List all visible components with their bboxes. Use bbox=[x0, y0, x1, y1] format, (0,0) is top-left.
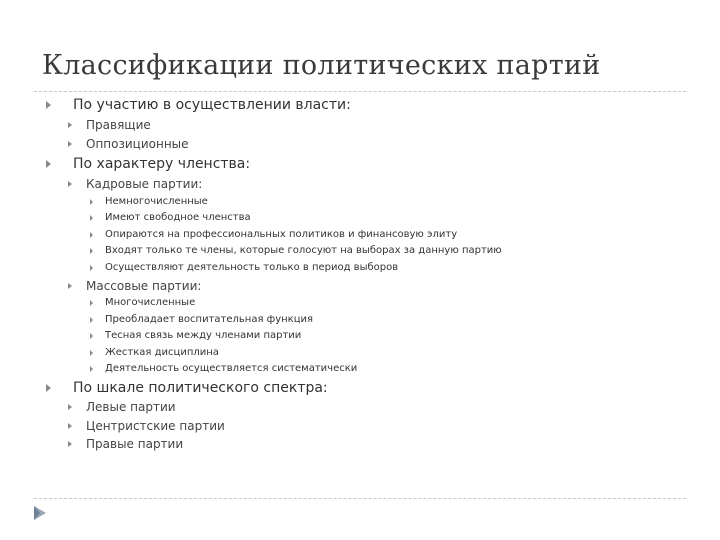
bullet-text: Правые партии bbox=[86, 437, 184, 451]
bullet-text: Немногочисленные bbox=[105, 196, 208, 207]
bullet-item-level2 bbox=[68, 137, 189, 151]
bullet-item-level3 bbox=[90, 262, 398, 273]
bullet-arrow-icon bbox=[46, 160, 51, 168]
bullet-arrow-icon bbox=[90, 300, 93, 306]
bullet-arrow-icon bbox=[90, 366, 93, 372]
bullet-text: Кадровые партии: bbox=[86, 177, 203, 191]
bullet-text: Центристские партии bbox=[86, 419, 225, 433]
bullet-text: По характеру членства: bbox=[73, 156, 251, 172]
bullet-arrow-icon bbox=[46, 384, 51, 392]
bullet-item-level3 bbox=[90, 196, 208, 207]
bullet-item-level1 bbox=[46, 156, 250, 172]
bullet-item-level2 bbox=[68, 400, 176, 414]
bullet-text: Деятельность осуществляется систематически bbox=[105, 363, 358, 374]
bullet-item-level3 bbox=[90, 212, 251, 223]
bullet-text: Опираются на профессиональных политиков и финансовую элиту bbox=[105, 229, 458, 240]
bullet-text: По участию в осуществлении власти: bbox=[73, 97, 351, 113]
bullet-arrow-icon bbox=[68, 181, 72, 187]
slide-corner-arrow-icon bbox=[32, 504, 48, 522]
bullet-arrow-icon bbox=[46, 101, 51, 109]
bullet-arrow-icon bbox=[90, 317, 93, 323]
bullet-item-level2 bbox=[68, 177, 202, 191]
bullet-item-level1 bbox=[46, 380, 328, 396]
bullet-arrow-icon bbox=[90, 350, 93, 356]
bullet-item-level2 bbox=[68, 419, 225, 433]
bullet-item-level3 bbox=[90, 330, 301, 341]
bullet-text: Имеют свободное членства bbox=[105, 212, 251, 223]
bullet-item-level3 bbox=[90, 245, 502, 256]
title-divider bbox=[34, 91, 686, 92]
bullet-arrow-icon bbox=[90, 265, 93, 271]
bullet-arrow-icon bbox=[68, 122, 72, 128]
bullet-arrow-icon bbox=[68, 423, 72, 429]
bullet-item-level1 bbox=[46, 97, 351, 113]
slide-title: Классификации политических партий bbox=[42, 50, 601, 81]
bullet-arrow-icon bbox=[68, 404, 72, 410]
bullet-item-level2 bbox=[68, 437, 183, 451]
bullet-text: По шкале политического спектра: bbox=[73, 380, 328, 396]
bullet-text: Жесткая дисциплина bbox=[105, 347, 219, 358]
bullet-item-level3 bbox=[90, 314, 313, 325]
bullet-text: Левые партии bbox=[86, 400, 176, 414]
bullet-text: Оппозиционные bbox=[86, 137, 189, 151]
bullet-text: Правящие bbox=[86, 118, 151, 132]
bullet-arrow-icon bbox=[68, 141, 72, 147]
bullet-item-level3 bbox=[90, 297, 195, 308]
bullet-item-level2 bbox=[68, 118, 151, 132]
bullet-text: Массовые партии: bbox=[86, 279, 202, 293]
bullet-arrow-icon bbox=[68, 441, 72, 447]
bullet-arrow-icon bbox=[90, 333, 93, 339]
bullet-item-level3 bbox=[90, 229, 457, 240]
bullet-arrow-icon bbox=[90, 248, 93, 254]
bullet-arrow-icon bbox=[68, 283, 72, 289]
bullet-text: Многочисленные bbox=[105, 297, 196, 308]
bullet-item-level2 bbox=[68, 279, 201, 293]
bullet-item-level3 bbox=[90, 347, 219, 358]
bullet-arrow-icon bbox=[90, 215, 93, 221]
bullet-item-level3 bbox=[90, 363, 357, 374]
footer-divider bbox=[34, 498, 686, 499]
bullet-text: Осуществляют деятельность только в период выборов bbox=[105, 262, 399, 273]
bullet-text: Тесная связь между членами партии bbox=[105, 330, 302, 341]
bullet-arrow-icon bbox=[90, 199, 93, 205]
bullet-text: Преобладает воспитательная функция bbox=[105, 314, 314, 325]
bullet-text: Входят только те члены, которые голосуют на выборах за данную партию bbox=[105, 245, 502, 256]
bullet-arrow-icon bbox=[90, 232, 93, 238]
